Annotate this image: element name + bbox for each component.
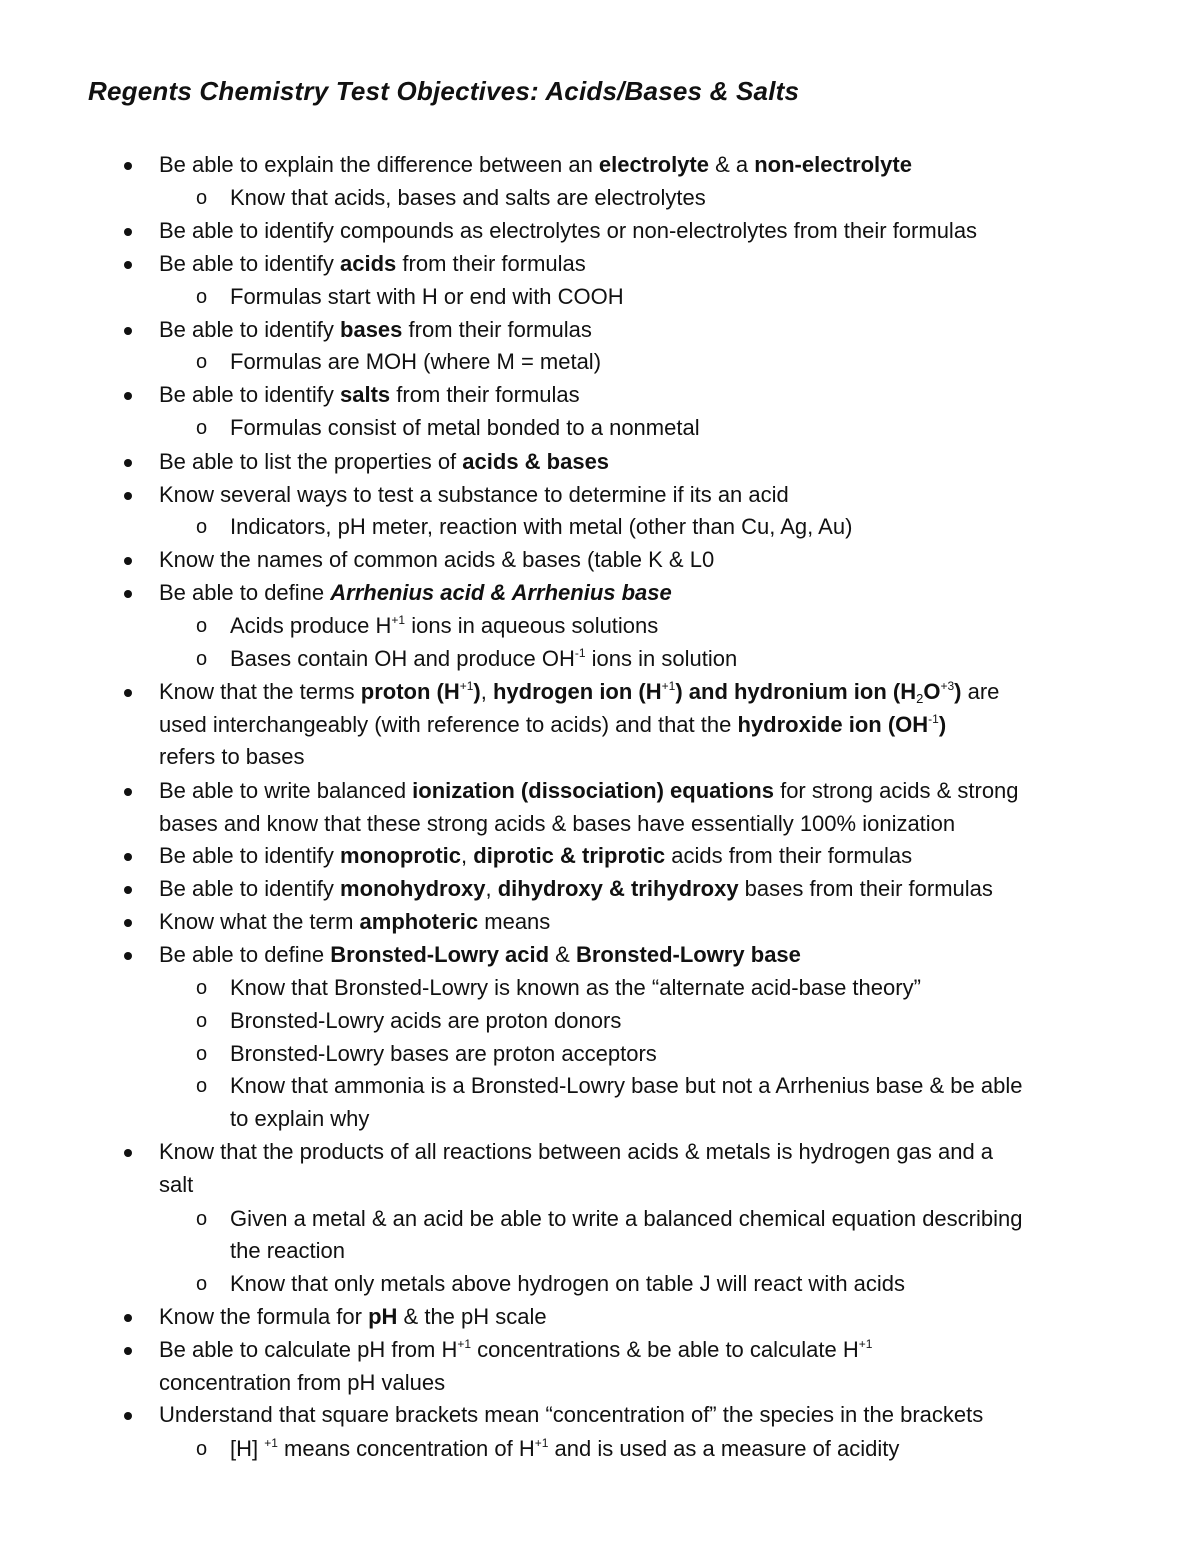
text-run: Be able to identify (159, 843, 341, 868)
sub-objective-item (0, 347, 1200, 377)
bullet-dot-icon (124, 492, 132, 500)
objective-item (0, 150, 1200, 180)
objective-text (230, 1071, 1022, 1101)
text-run: means concentration of H (277, 1436, 535, 1461)
text-run: used interchangeably (with reference to acids) and that the (159, 712, 738, 737)
objective-item (0, 249, 1200, 279)
text-run: Bases contain OH and produce OH (230, 646, 575, 671)
objective-item (0, 545, 1200, 575)
objective-text (230, 183, 706, 213)
text-run-sup: -1 (574, 646, 586, 660)
text-run: Know that only metals above hydrogen on table J will react with acids (230, 1271, 906, 1296)
text-run-bold: monohydroxy (340, 876, 486, 901)
bullet-circle-icon: o (196, 1438, 208, 1460)
text-run: Know that the terms (159, 679, 361, 704)
text-run: the reaction (230, 1238, 345, 1263)
bullet-dot-icon (124, 952, 132, 960)
text-run: , (485, 876, 498, 901)
objective-item (0, 216, 1200, 246)
text-run: bases from their formulas (738, 876, 993, 901)
bullet-circle-icon: o (196, 615, 208, 637)
objective-text (159, 315, 592, 345)
text-run: salt (159, 1172, 194, 1197)
text-run: Be able to identify (159, 317, 341, 342)
bullet-circle-icon: o (196, 516, 208, 538)
objective-text (159, 1400, 983, 1430)
objective-item (0, 776, 1200, 806)
sub-objective-item (0, 644, 1200, 674)
text-run-sub: 2 (916, 691, 924, 706)
bullet-circle-icon: o (196, 351, 208, 373)
text-run-sup: -1 (928, 712, 939, 726)
objective-item (0, 480, 1200, 510)
bullet-dot-icon (124, 162, 132, 170)
text-run: Be able to define (159, 942, 331, 967)
text-run: Know the names of common acids & bases (table K & L0 (159, 547, 715, 572)
text-run: Know that acids, bases and salts are electrolytes (230, 185, 706, 210)
text-run-bold: Bronsted-Lowry acid (330, 942, 550, 967)
sub-objective-item (0, 512, 1200, 542)
objective-item (0, 677, 1200, 707)
objective-item (0, 841, 1200, 871)
bullet-circle-icon: o (196, 1273, 208, 1295)
objective-item (0, 1335, 1200, 1365)
bullet-circle-icon: o (196, 1075, 208, 1097)
text-run-bold: Bronsted-Lowry base (575, 942, 801, 967)
document-title: Regents Chemistry Test Objectives: Acids/Bases & Salts (88, 76, 800, 106)
text-run-bold: amphoteric (359, 909, 479, 934)
objective-item (0, 380, 1200, 410)
objective-text (159, 677, 999, 707)
objective-item (0, 874, 1200, 904)
text-run: Be able to identify (159, 251, 341, 276)
objective-text (230, 611, 658, 641)
bullet-circle-icon: o (196, 1043, 208, 1065)
bullet-dot-icon (124, 590, 132, 598)
text-run-bold: bases (340, 317, 403, 342)
objective-text (159, 742, 305, 772)
text-run: and is used as a measure of acidity (548, 1436, 900, 1461)
objective-text (159, 249, 586, 279)
text-run: Formulas consist of metal bonded to a nonmetal (230, 415, 700, 440)
bullet-dot-icon (124, 327, 132, 335)
bullet-dot-icon (124, 919, 132, 927)
objective-text (159, 150, 912, 180)
bullet-dot-icon (124, 459, 132, 467)
text-run: Know several ways to test a substance to determine if its an acid (159, 482, 789, 507)
objective-text (159, 1170, 193, 1200)
objective-text (230, 1104, 369, 1134)
objective-item (0, 1302, 1200, 1332)
objective-item-continuation (0, 809, 1200, 839)
objective-text (159, 447, 609, 477)
text-run-sup: +1 (391, 613, 406, 627)
text-run-sup: +1 (534, 1436, 549, 1450)
text-run: Be able to define (159, 580, 331, 605)
objective-text (159, 940, 801, 970)
text-run-bold: ) (954, 679, 962, 704)
text-run: , (480, 679, 493, 704)
objective-text (159, 380, 580, 410)
text-run: Be able to write balanced (159, 778, 413, 803)
bullet-dot-icon (124, 557, 132, 565)
bullet-circle-icon: o (196, 417, 208, 439)
text-run: Formulas are MOH (where M = metal) (230, 349, 602, 374)
text-run: & the pH scale (397, 1304, 547, 1329)
objective-item (0, 315, 1200, 345)
objective-text (159, 578, 672, 608)
objective-text (159, 710, 946, 740)
text-run: , (461, 843, 474, 868)
bullet-circle-icon: o (196, 187, 208, 209)
text-run: Be able to identify compounds as electrolytes or non-electrolytes from their formulas (159, 218, 978, 243)
bullet-dot-icon (124, 1347, 132, 1355)
objective-text (230, 413, 700, 443)
sub-objective-item (0, 183, 1200, 213)
text-run: Be able to explain the difference between an (159, 152, 599, 177)
sub-objective-item (0, 611, 1200, 641)
text-run: Know that Bronsted-Lowry is known as the “alternate acid-base theory” (230, 975, 921, 1000)
text-run: Know that the products of all reactions between acids & metals is hydrogen gas and a (159, 1139, 994, 1164)
sub-objective-item (0, 1269, 1200, 1299)
bullet-circle-icon: o (196, 1010, 208, 1032)
text-run: from their formulas (396, 251, 586, 276)
objective-item (0, 1137, 1200, 1167)
objective-item (0, 447, 1200, 477)
text-run: Formulas start with H or end with COOH (230, 284, 624, 309)
sub-objective-item (0, 1039, 1200, 1069)
sub-objective-item (0, 973, 1200, 1003)
objective-text (230, 644, 737, 674)
bullet-dot-icon (124, 853, 132, 861)
text-run-bold: acids (340, 251, 397, 276)
bullet-dot-icon (124, 392, 132, 400)
text-run-sup: +1 (459, 679, 474, 693)
objective-text (159, 1137, 993, 1167)
objective-text (230, 1434, 899, 1464)
text-run-bold: pH (368, 1304, 398, 1329)
text-run-bold: acids & bases (462, 449, 610, 474)
sub-objective-item-continuation (0, 1236, 1200, 1266)
bullet-circle-icon: o (196, 286, 208, 308)
text-run: & a (708, 152, 755, 177)
text-run: from their formulas (402, 317, 592, 342)
text-run: ions in solution (585, 646, 738, 671)
objective-item-continuation (0, 710, 1200, 740)
objective-text (159, 480, 789, 510)
text-run: concentrations & be able to calculate H (471, 1337, 859, 1362)
text-run: are (961, 679, 1000, 704)
text-run-bold: ) (473, 679, 481, 704)
objective-text (159, 1335, 872, 1365)
sub-objective-item-continuation (0, 1104, 1200, 1134)
objective-text (230, 512, 852, 542)
objective-text (230, 973, 921, 1003)
text-run: Understand that square brackets mean “concentration of” the species in the brackets (159, 1402, 984, 1427)
objective-text (159, 809, 955, 839)
bullet-dot-icon (124, 1149, 132, 1157)
bullet-dot-icon (124, 1412, 132, 1420)
text-run: Know what the term (159, 909, 360, 934)
objective-item (0, 907, 1200, 937)
text-run: & (549, 942, 576, 967)
objective-item-continuation (0, 1170, 1200, 1200)
text-run-bold: electrolyte (598, 152, 709, 177)
objective-text (230, 1236, 345, 1266)
text-run-sup: +1 (858, 1337, 873, 1351)
objective-text (230, 347, 601, 377)
text-run: Know that ammonia is a Bronsted-Lowry base but not a Arrhenius base & be able (230, 1073, 1023, 1098)
text-run-bold: non-electrolyte (754, 152, 912, 177)
text-run-bold: proton (H (360, 679, 460, 704)
objective-text (159, 776, 1019, 806)
text-run: Bronsted-Lowry acids are proton donors (230, 1008, 622, 1033)
text-run-sup: +1 (264, 1436, 278, 1450)
text-run-bold: hydroxide ion (OH (737, 712, 929, 737)
text-run: Be able to list the properties of (159, 449, 463, 474)
sub-objective-item (0, 413, 1200, 443)
objective-item (0, 578, 1200, 608)
text-run: Acids produce H (230, 613, 392, 638)
text-run: Given a metal & an acid be able to write a balanced chemical equation describing (230, 1206, 1023, 1231)
text-run-bold: ) and hydronium ion (H (675, 679, 917, 704)
sub-objective-item (0, 1006, 1200, 1036)
text-run: to explain why (230, 1106, 370, 1131)
text-run-bold: ionization (dissociation) equations (412, 778, 774, 803)
objective-text (159, 216, 977, 246)
text-run: refers to bases (159, 744, 305, 769)
sub-objective-item (0, 1204, 1200, 1234)
objective-text (159, 1368, 445, 1398)
objective-text (159, 907, 550, 937)
text-run: Indicators, pH meter, reaction with metal (other than Cu, Ag, Au) (230, 514, 853, 539)
sub-objective-item (0, 282, 1200, 312)
text-run-bold: ) (938, 712, 947, 737)
sub-objective-item (0, 1071, 1200, 1101)
text-run-bold: salts (340, 382, 391, 407)
objective-item (0, 940, 1200, 970)
text-run-sup: +3 (940, 679, 955, 693)
text-run: Be able to identify (159, 876, 341, 901)
text-run-bold: diprotic & triprotic (473, 843, 666, 868)
text-run: for strong acids & strong (773, 778, 1019, 803)
text-run: Bronsted-Lowry bases are proton acceptors (230, 1041, 657, 1066)
text-run: concentration from pH values (159, 1370, 446, 1395)
objective-text (230, 1269, 905, 1299)
objective-item-continuation (0, 742, 1200, 772)
text-run: Be able to identify (159, 382, 341, 407)
bullet-circle-icon: o (196, 648, 208, 670)
objective-text (230, 1204, 1022, 1234)
objective-text (159, 1302, 547, 1332)
objective-text (159, 841, 912, 871)
objective-text (159, 874, 993, 904)
text-run-bold: hydrogen ion (H (492, 679, 662, 704)
bullet-circle-icon: o (196, 1208, 208, 1230)
objective-text (230, 1039, 657, 1069)
text-run: [H] (230, 1436, 265, 1461)
objective-item (0, 1400, 1200, 1430)
bullet-dot-icon (124, 689, 132, 697)
text-run-bold: O (923, 679, 941, 704)
bullet-dot-icon (124, 261, 132, 269)
text-run: ions in aqueous solutions (405, 613, 659, 638)
text-run-bold: dihydroxy & trihydroxy (497, 876, 739, 901)
bullet-dot-icon (124, 886, 132, 894)
text-run: acids from their formulas (665, 843, 913, 868)
objective-text (230, 282, 624, 312)
objective-item-continuation (0, 1368, 1200, 1398)
text-run: bases and know that these strong acids & bases have essentially 100% ionization (159, 811, 956, 836)
objective-text (230, 1006, 621, 1036)
text-run: from their formulas (390, 382, 580, 407)
text-run-sup: +1 (457, 1337, 472, 1351)
text-run-sup: +1 (661, 679, 676, 693)
text-run: means (478, 909, 551, 934)
text-run: Know the formula for (159, 1304, 369, 1329)
bullet-dot-icon (124, 788, 132, 796)
text-run: Be able to calculate pH from H (159, 1337, 458, 1362)
bullet-dot-icon (124, 1314, 132, 1322)
objective-text (159, 545, 714, 575)
text-run-bi: Arrhenius acid & Arrhenius base (330, 580, 672, 605)
bullet-dot-icon (124, 228, 132, 236)
sub-objective-item (0, 1434, 1200, 1464)
bullet-circle-icon: o (196, 977, 208, 999)
text-run-bold: monoprotic (340, 843, 462, 868)
